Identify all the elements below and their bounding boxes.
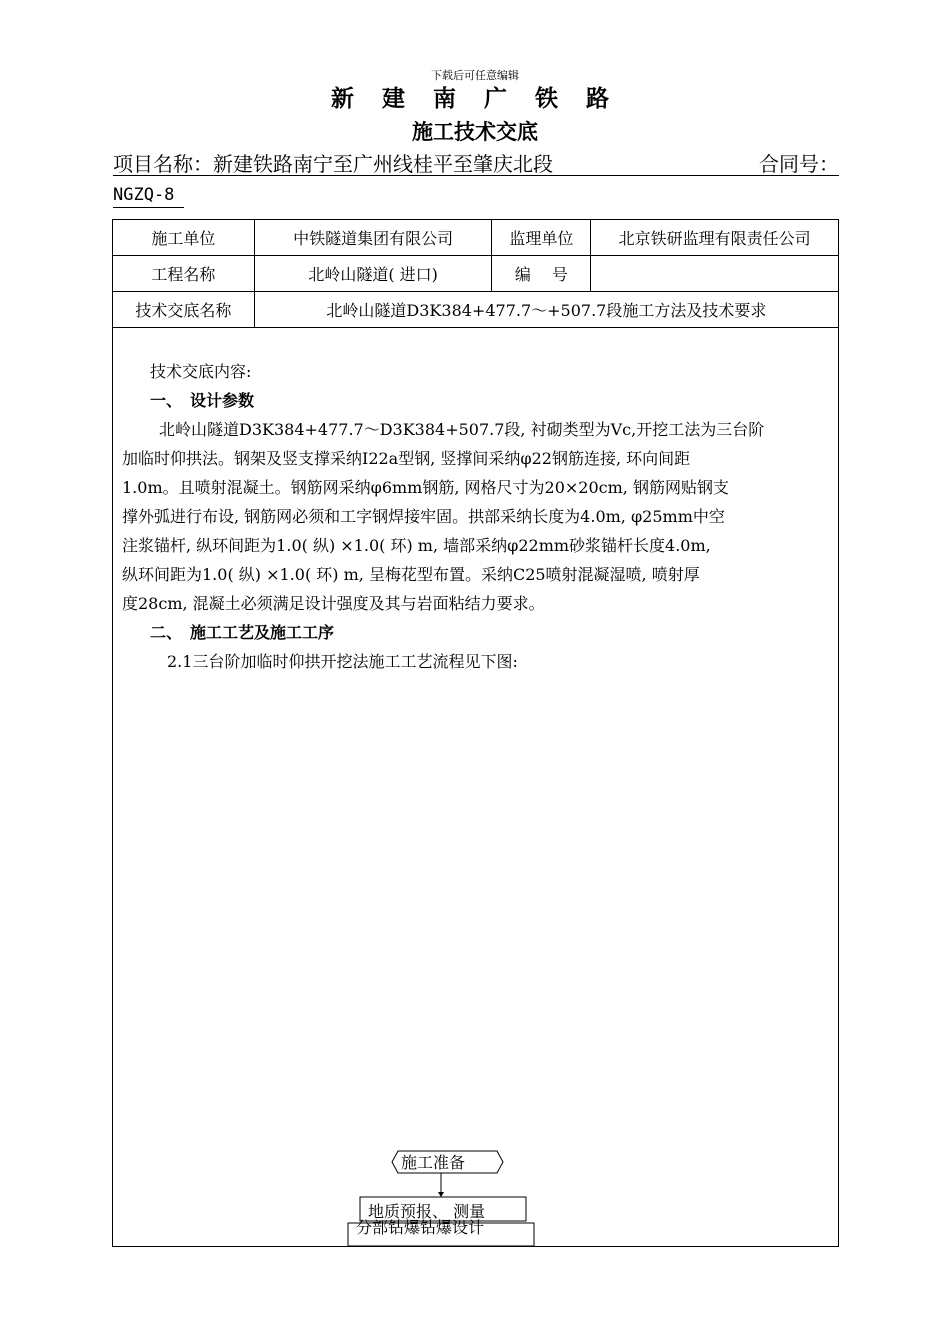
- paragraph-line: 注浆锚杆, 纵环间距为1.0( 纵) ×1.0( 环) m, 墙部采纳φ22mm砂浆锚杆长度4.0m,: [122, 536, 711, 555]
- info-table: [112, 219, 839, 328]
- flowchart-shapes: [113, 327, 838, 1246]
- section1-heading: 一、 设计参数: [150, 391, 255, 410]
- construction-unit-value: 中铁隧道集团有限公司: [254, 220, 492, 256]
- project-name: 项目名称：新建铁路南宁至广州线桂平至肇庆北段: [113, 152, 553, 176]
- project-name-value: 北岭山隧道( 进口): [254, 256, 492, 292]
- document-subtitle: 施工技术交底: [412, 119, 538, 144]
- number-label: 编 号: [492, 256, 591, 292]
- flow-arrow-head: [438, 1192, 444, 1197]
- table-row: [113, 220, 839, 256]
- table-row: [113, 256, 839, 292]
- disclosure-content-box: [112, 327, 839, 1247]
- disclosure-name-label: 技术交底名称: [113, 292, 255, 328]
- contract-number: NGZQ-8: [113, 184, 184, 208]
- process-flowchart: [113, 327, 838, 1246]
- paragraph-line: 1.0m。且喷射混凝土。钢筋网采纳φ6mm钢筋, 网格尺寸为20×20cm, 钢筋网贴钢支: [122, 478, 729, 497]
- disclosure-name-value: 北岭山隧道D3K384+477.7～+507.7段施工方法及技术要求: [254, 292, 838, 328]
- supervision-unit-label: 监理单位: [492, 220, 591, 256]
- section2-heading: 二、 施工工艺及施工工序: [150, 623, 335, 642]
- paragraph-line: 度28cm, 混凝土必须满足设计强度及其与岩面粘结力要求。: [122, 594, 545, 613]
- step-prepare-label: 施工准备: [401, 1153, 466, 1172]
- step-survey-label: 地质预报、 测量: [368, 1202, 486, 1221]
- document-title: 新 建 南 广 铁 路: [330, 85, 620, 112]
- edit-note: 下载后可任意编辑: [431, 69, 519, 82]
- paragraph-line: 撑外弧进行布设, 钢筋网必须和工字钢焊接牢固。拱部采纳长度为4.0m, φ25mm中空: [122, 507, 725, 526]
- number-value: [591, 256, 839, 292]
- paragraph-line: 纵环间距为1.0( 纵) ×1.0( 环) m, 呈梅花型布置。采纳C25喷射混凝湿喷, 喷射厚: [122, 565, 700, 584]
- paragraph-line: 北岭山隧道D3K384+477.7～D3K384+507.7段, 衬砌类型为Ⅴc,开挖工法为三台阶: [159, 420, 765, 439]
- content-intro: 技术交底内容:: [150, 362, 252, 381]
- section2-text: 2.1三台阶加临时仰拱开挖法施工工艺流程见下图:: [167, 652, 518, 671]
- construction-unit-label: 施工单位: [113, 220, 255, 256]
- table-row: [113, 292, 839, 328]
- project-line: [113, 148, 839, 176]
- step-drill-label: 分部钻爆钻爆设计: [356, 1218, 485, 1237]
- project-name-label: 工程名称: [113, 256, 255, 292]
- supervision-unit-value: 北京铁研监理有限责任公司: [591, 220, 839, 256]
- contract-label: 合同号：: [759, 152, 839, 176]
- paragraph-line: 加临时仰拱法。钢架及竖支撑采纳I22a型钢, 竖撑间采纳φ22钢筋连接, 环向间距: [122, 449, 691, 468]
